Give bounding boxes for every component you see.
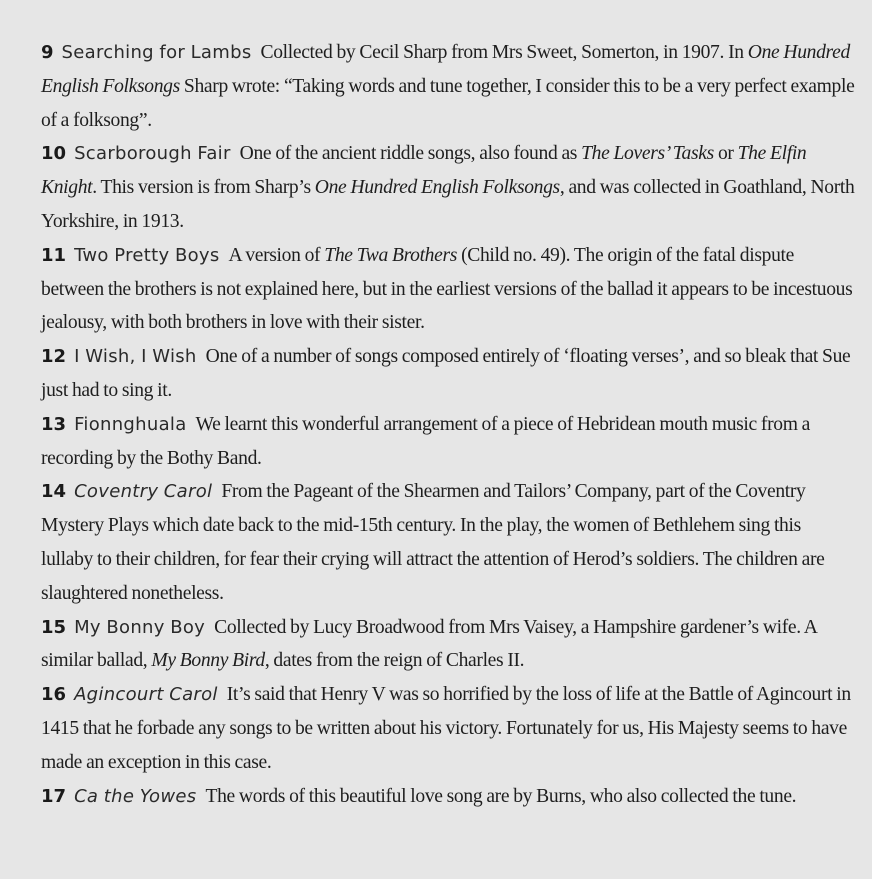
song-note-entry — [41, 780, 856, 814]
note-text: A version of — [228, 244, 325, 266]
note-text: We learnt this wonderful arrangement of a piece of Hebridean mouth music from a recording by the Bothy Band. — [41, 413, 810, 469]
track-number: 11 — [41, 244, 67, 266]
note-text: , dates from the reign of Charles II. — [264, 650, 525, 672]
song-note-entry — [41, 475, 856, 610]
note-text: It’s said that Henry V was so horrified by the loss of life at the Battle of Agincourt in 1415 that he forbade any songs to be written about his victory. Fortunately for us, His Majesty seems to have made an exception in this case. — [41, 684, 851, 773]
track-number: 16 — [41, 684, 67, 706]
track-number: 14 — [41, 481, 67, 503]
note-text: or — [713, 143, 738, 165]
italic-reference: The Twa Brothers — [324, 244, 458, 266]
song-notes-page — [41, 36, 856, 813]
note-text: One of the ancient riddle songs, also found as — [239, 143, 582, 165]
note-text: , and was collected in Goathland, North Yorkshire, in 1913. — [41, 177, 855, 232]
song-title: Ca the Yowes — [74, 785, 197, 807]
italic-reference: My Bonny Bird — [151, 650, 265, 672]
song-note-entry — [41, 408, 856, 476]
italic-reference: One Hundred English Folksongs — [41, 42, 850, 97]
song-title: My Bonny Boy — [74, 616, 206, 638]
song-title: Agincourt Carol — [74, 684, 218, 706]
note-text: The words of this beautiful love song are by Burns, who also collected the tune. — [205, 785, 797, 807]
song-note-entry — [41, 36, 856, 137]
song-note-entry — [41, 137, 856, 238]
song-title: Scarborough Fair — [74, 143, 231, 165]
song-title: Searching for Lambs — [61, 42, 252, 63]
note-text: From the Pageant of the Shearmen and Tailors’ Company, part of the Coventry Mystery Plays which date back to the mid-15th century. In the play, the women of Bethlehem sing this lullaby to their children, for fear their crying will attract the attention of Herod’s soldiers. The children are slaughtered nonetheless. — [41, 481, 825, 604]
italic-reference: The Elfin Knight — [41, 143, 807, 199]
track-number: 17 — [41, 785, 67, 807]
song-title: I Wish, I Wish — [74, 346, 197, 368]
italic-reference: One Hundred English Folksongs — [314, 177, 560, 199]
song-note-entry — [41, 340, 856, 408]
italic-reference: The Lovers’ Tasks — [581, 143, 714, 165]
song-note-entry — [41, 239, 856, 340]
note-text: . This version is from Sharp’s — [92, 177, 315, 199]
song-note-entry — [41, 678, 856, 779]
track-number: 10 — [41, 143, 67, 165]
note-text: Sharp wrote: “Taking words and tune together, I consider this to be a very perfect example of a folksong”. — [41, 75, 855, 131]
song-note-entry — [41, 611, 856, 679]
track-number: 12 — [41, 346, 67, 368]
track-number: 9 — [41, 42, 54, 63]
song-title: Fionnghuala — [74, 413, 187, 435]
track-number: 15 — [41, 616, 67, 638]
track-number: 13 — [41, 413, 67, 435]
note-text: One of a number of songs composed entirely of ‘floating verses’, and so bleak that Sue just had to sing it. — [41, 346, 851, 401]
song-title: Coventry Carol — [74, 481, 213, 503]
note-text: (Child no. 49). The origin of the fatal dispute between the brothers is not explained here, but in the earliest versions of the ballad it appears to be incestuous jealousy, with both brothers in love with their sister. — [41, 244, 853, 334]
note-text: Collected by Lucy Broadwood from Mrs Vaisey, a Hampshire gardener’s wife. A similar ballad, — [41, 616, 817, 672]
song-title: Two Pretty Boys — [74, 244, 220, 266]
note-text: Collected by Cecil Sharp from Mrs Sweet, Somerton, in 1907. In — [260, 42, 748, 63]
